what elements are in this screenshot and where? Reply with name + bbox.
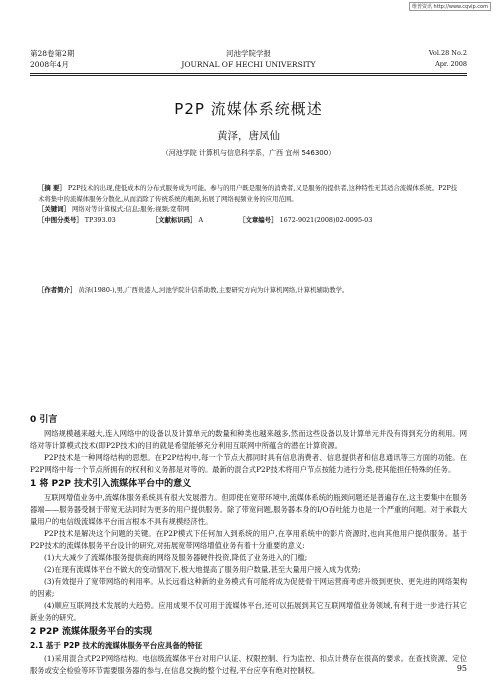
journal-name-en: JOURNAL OF HECHI UNIVERSITY	[181, 60, 316, 69]
watermark: 维普资讯 http://www.cqvip.com	[409, 2, 491, 11]
section-1-paragraph-1: 互联网增值业务中,流媒体服务系统具有很大发展潜力。但即使在宽带环境中,流媒体系统的瓶颈问题还是普遍存在,这主要集中在服务器端——服务器受制于带宽无法同时为更多的用户提供服务。除了带宽问题,服务器本身的I/O吞吐能力也是一个严重的问题。对于承载大量用户的电信级流媒体平台而言根本不具有规模经济性。	[30, 493, 467, 526]
classification-row	[38, 215, 459, 226]
author-note-text: 黄泽(1980-),男,广西贵港人,河池学院计信系助教,主要研究方向为计算机网络,计算机辅助教学。	[78, 286, 349, 294]
subsection-2-1-paragraph-1: (1)采用混合式P2P网络结构。电信级流媒体平台对用户认证、权限控制、行为监控、扣点计费存在很高的要求。在查找资源、定位服务或安全检验等环节需要服务器的参与,在信息交换的整个过程,平台应享有绝对控制权。	[30, 654, 467, 675]
section-1-list-item-4: (4)顺应互联网技术发展的大趋势。应用成果不仅可用于流媒体平台,还可以拓展到其它互联网增值业务领域,有利于进一步进行其它新业务的研究。	[30, 601, 467, 622]
keywords	[38, 204, 459, 215]
abstract-text: P2P技术的出现,使低成本的分布式服务成为可能。参与的用户既是服务的消费者,又是服务的提供者,这种特性无其适合流媒体系统。P2P技术将集中的流媒体服务分散化,从而消除了传统系统的瓶颈,拓展了网络视频业务的应用范围。	[38, 184, 458, 203]
volume-issue-en: Vol.28 No.2	[428, 49, 467, 57]
section-0-paragraph-1: 网络规模越来越大,连入网络中的设备以及计算单元的数量和种类也越来越多,然而这些设备以及计算单元并没有得到充分的利用。网络对等计算模式技术(即P2P技术)的目的就是希望能够充分利用互联网中所蕴含的潜在计算资源。	[30, 429, 467, 450]
section-0-paragraph-2: P2P技术是一种网络结构的思想。在P2P结构中,每一个节点大都同时具有信息消费者、信息提供者和信息通讯等三方面的功能。在P2P网络中每一个节点所拥有的权利和义务都是对等的。最新的混合式P2P技术将用户节点按能力进行分类,使其能担任特殊的任务。	[30, 453, 467, 474]
body-text	[30, 412, 467, 677]
cls-label: ［中图分类号］	[38, 215, 83, 224]
section-1-list-item-1: (1)大大减少了流媒体服务提供商的网络及服务器硬件投资,降低了业务进入的门槛;	[44, 553, 308, 562]
section-1-paragraph-2: P2P技术是解决这个问题的关键。在P2P模式下任何加入到系统的用户,在享用系统中的影片资源时,也向其他用户提供服务。基于P2P技术的流媒体服务平台设计的研究,对拓展宽带网络增值业务有着十分重要的意义:	[30, 529, 467, 550]
cls-value: TP393.03	[84, 215, 116, 224]
section-1-list-item-3: (3)有效提升了宽带网络的利用率。从长远看这种新的业务模式有可能将成为促使骨干网运营商考虑升级到更快、更先进的网络架构的因素;	[30, 577, 467, 598]
doc-code-value: A	[198, 215, 204, 224]
header-right	[429, 48, 467, 70]
keywords-text: 网络对等计算模式;信息;服务;视频;宽带网	[72, 205, 190, 213]
abstract-block	[38, 183, 459, 225]
affiliation: （河池学院 计算机与信息科学系，广西 宜州 546300）	[161, 149, 336, 157]
section-1-heading: 1 将 P2P 技术引入流媒体平台中的意义	[30, 479, 192, 489]
article-no-label: ［文章编号］	[239, 215, 278, 224]
author-note	[38, 285, 459, 296]
date-cn: 2008年4月	[30, 60, 69, 69]
header-rule	[30, 73, 467, 74]
abstract-label: ［摘 要］	[38, 184, 66, 192]
header-rule-thin	[30, 75, 467, 76]
paper-title: P2P 流媒体系统概述	[174, 100, 323, 118]
journal-name-cn: 河池学院学报	[226, 49, 271, 58]
section-2-heading: 2 P2P 流媒体服务平台的实现	[30, 627, 152, 637]
section-0-heading: 0 引言	[30, 415, 58, 425]
authors: 黄泽，唐凤仙	[217, 130, 280, 142]
article-no-value: 1672-9021(2008)02-0095-03	[279, 215, 373, 224]
subsection-2-1-heading: 2.1 基于 P2P 技术的流媒体服务平台应具备的特征	[30, 641, 203, 650]
abstract	[38, 183, 459, 204]
header-center	[0, 48, 497, 70]
section-1-list-item-2: (2)在现有流媒体平台不做大的变动情况下,极大地提高了服务用户数量,甚至大量用户接入成为优势;	[44, 565, 361, 574]
volume-issue-cn: 第28卷第2期	[30, 49, 75, 58]
keywords-label: ［关键词］	[38, 205, 70, 213]
author-note-label: ［作者简介］	[38, 286, 77, 294]
page-number: 95	[456, 664, 467, 673]
doc-code-label: ［文献标识码］	[151, 215, 197, 224]
date-en: Apr. 2008	[435, 60, 467, 68]
